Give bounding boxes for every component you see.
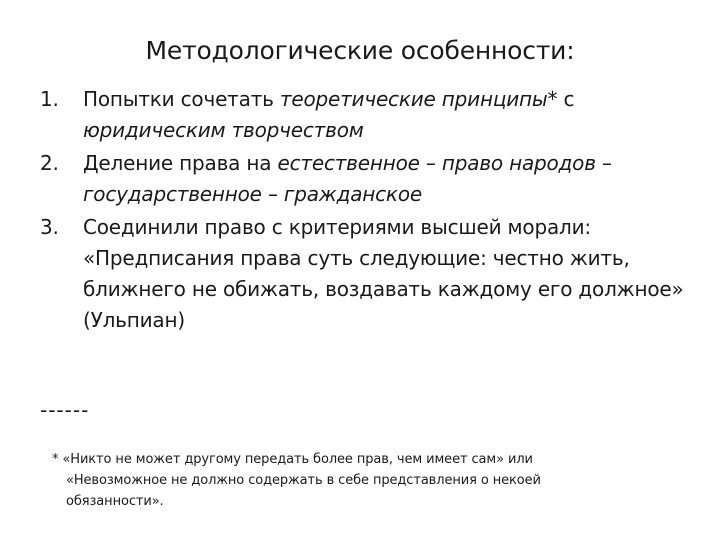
list-item	[36, 84, 696, 146]
footnote-line: * «Никто не может другому передать более прав, чем имеет сам» или	[52, 452, 533, 467]
item-text-italic: теоретические принципы	[279, 87, 548, 111]
item-number: 3.	[40, 215, 59, 239]
item-text	[83, 151, 612, 206]
footnote-line: «Невозможное не должно содержать в себе представления о некоей	[66, 473, 541, 488]
item-text	[83, 87, 574, 142]
item-text-italic: юридическим творчеством	[83, 118, 364, 142]
separator: ------	[40, 398, 90, 422]
numbered-list	[36, 84, 696, 338]
list-item	[36, 148, 696, 210]
item-text-part: Попытки сочетать	[83, 87, 280, 111]
footnote-line: обязанности».	[66, 494, 164, 509]
item-text	[83, 215, 684, 332]
item-text-part: Соединили право с критериями высшей морали: «Предписания права суть следующие: честно жить, ближнего не обижать, воздавать каждому его должное» (Ульпиан)	[83, 215, 684, 332]
list-item	[36, 212, 696, 336]
item-text-part: Деление права на	[83, 151, 278, 175]
footnote	[52, 449, 612, 512]
item-number: 2.	[40, 151, 59, 175]
item-number: 1.	[40, 87, 59, 111]
item-text-part: * с	[547, 87, 575, 111]
slide-title: Методологические особенности:	[145, 36, 575, 65]
item-text-italic: естественное – право народов – государственное – гражданское	[83, 151, 612, 206]
